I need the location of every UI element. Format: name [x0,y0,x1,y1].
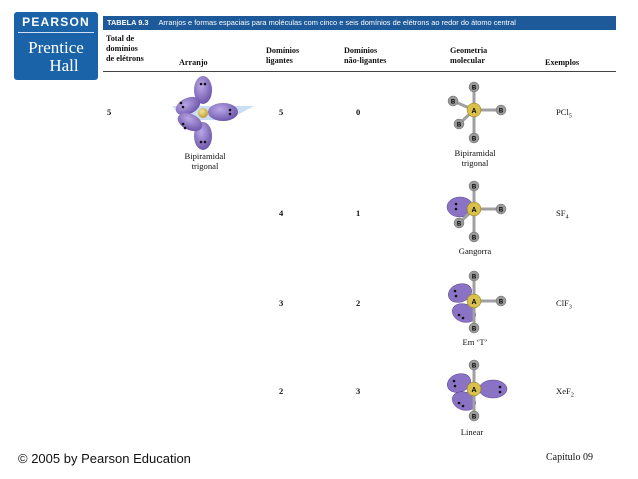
chapter-label: Capítulo 09 [546,452,593,463]
row3-example-formula: ClF [556,298,569,308]
header-total-line3: de elétrons [106,54,144,63]
row3-example [556,298,572,311]
row1-geometry-line1: Bipiramidal [454,148,496,158]
row2-example-formula: SF [556,208,566,218]
row4-ligand-label: B [471,414,477,421]
row1-ligand-label: B [450,99,456,106]
header-geometry-line1: Geometria [450,46,488,55]
row1-example-subscript: 5 [568,113,572,120]
header-examples: Exemplos [545,58,580,67]
header-nonbonding [344,46,386,66]
row3-ligand-label: B [471,274,477,281]
row3-ligand-label: B [498,299,504,306]
row4-nonbonding: 3 [356,386,361,396]
row3-example-subscript: 3 [568,304,572,311]
row2-ligand-label: B [456,221,462,228]
row1-ligand-label: B [471,136,477,143]
row2-example [556,208,569,221]
arrangement-caption [170,151,240,171]
row2-molecule-figure [444,180,510,246]
row2-bonding: 4 [279,208,284,218]
row2-central-atom-label: A [471,207,477,214]
table-title: Arranjos e formas espaciais para moléculas com cinco e seis domínios de elétrons ao redor do átomo central [158,18,516,27]
row1-geometry-line2: trigonal [461,158,489,168]
row4-example-subscript: 2 [570,392,574,399]
row4-example [556,386,574,399]
total-domains-value: 5 [107,107,112,117]
row2-ligand-label: B [471,235,477,242]
row1-geometry-caption [440,148,510,168]
row2-example-subscript: 4 [565,214,569,221]
row1-ligand-label: B [456,122,462,129]
header-total-line1: Total de [106,34,135,43]
logo-imprint-line2: Hall [49,56,79,75]
header-arrangement: Arranjo [179,58,208,67]
row4-bonding: 2 [279,386,284,396]
header-geometry [450,46,487,66]
logo-imprint-line1: Prentice [28,38,84,57]
row4-geometry-caption [437,427,507,437]
logo-brand: PEARSON [22,15,90,29]
logo-divider [18,32,94,33]
header-rule [103,71,616,72]
row1-bonding: 5 [279,107,284,117]
row4-geometry-line1: Linear [460,427,484,437]
row1-ligand-label: B [471,85,477,92]
header-geometry-line2: molecular [450,56,486,65]
header-bonding [266,46,299,66]
row3-ligand-label: B [471,326,477,333]
row4-central-atom-label: A [471,387,477,394]
row2-geometry-line1: Gangorra [458,246,492,256]
row3-geometry-caption [440,337,510,347]
arrangement-caption-line1: Bipiramidal [184,151,226,161]
row1-example-formula: PCl [556,107,569,117]
row2-ligand-label: B [471,184,477,191]
row1-nonbonding: 0 [356,107,361,117]
header-total-domains [106,34,144,64]
row3-molecule-figure [444,270,510,336]
row3-bonding: 3 [279,298,284,308]
copyright-notice: © 2005 by Pearson Education [18,451,191,466]
header-nonbonding-line1: Domínios [344,46,378,55]
header-nonbonding-line2: não-ligantes [344,56,387,65]
row3-central-atom-label: A [471,299,477,306]
row2-ligand-label: B [498,207,504,214]
arrangement-caption-line2: trigonal [191,161,219,171]
row1-molecule-figure [444,81,510,145]
header-total-line2: domínios [106,44,138,53]
row2-geometry-caption [440,246,510,256]
row4-example-formula: XeF [556,386,571,396]
publisher-logo [14,12,98,80]
row2-nonbonding: 1 [356,208,361,218]
row1-central-atom-label: A [471,108,477,115]
row4-ligand-label: B [471,363,477,370]
header-bonding-line1: Domínios [266,46,300,55]
row3-geometry-line1: Em ‘T’ [462,337,488,347]
table-title-bar [103,16,616,30]
table-number: TABELA 9.3 [107,18,149,27]
row1-example [556,107,572,120]
row3-nonbonding: 2 [356,298,361,308]
row1-ligand-label: B [498,108,504,115]
trigonal-bipyramid-figure [168,76,258,150]
row4-molecule-figure [444,359,514,425]
header-bonding-line2: ligantes [266,56,293,65]
